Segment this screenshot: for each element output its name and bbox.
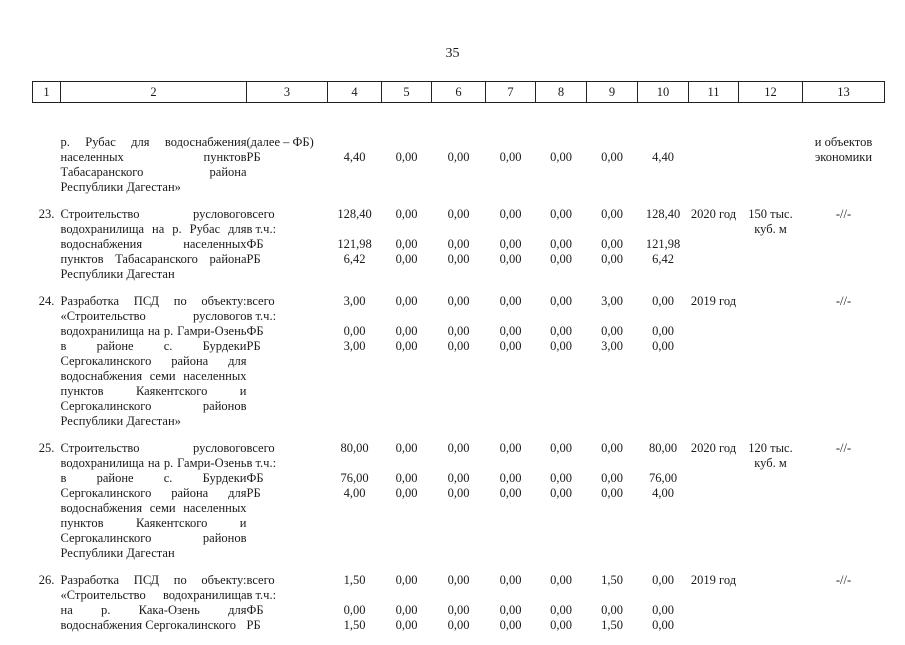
funding-source [247, 294, 328, 441]
amount-value: 0,00 [587, 252, 638, 267]
amount-value: 0,00 [486, 471, 536, 486]
funding-source-line: всего [247, 294, 328, 309]
amount-col-8 [536, 573, 587, 645]
project-name: Разработка ПСД по объекту: «Строительство водохранилища на р. Кака-Озень для водоснабжения Сергокалинского [61, 573, 247, 645]
amount-col-6 [432, 573, 486, 645]
amount-value [432, 222, 486, 237]
column-header-3: 3 [247, 82, 328, 103]
amount-value: 0,00 [486, 324, 536, 339]
amount-value: 1,50 [587, 573, 638, 588]
amount-col-7 [486, 207, 536, 294]
amount-col-8 [536, 294, 587, 441]
amount-value: 0,00 [638, 573, 689, 588]
amount-value [328, 135, 382, 150]
amount-value: 0,00 [432, 150, 486, 165]
amount-value [536, 456, 587, 471]
amount-value [587, 135, 638, 150]
amount-value [382, 309, 432, 324]
amount-value [536, 222, 587, 237]
amount-value: 0,00 [432, 324, 486, 339]
amount-col-10 [638, 573, 689, 645]
funding-source-line: в т.ч.: [247, 309, 328, 324]
table-row [33, 207, 885, 294]
amount-value: 121,98 [328, 237, 382, 252]
funding-source-line: в т.ч.: [247, 456, 328, 471]
amount-col-6 [432, 294, 486, 441]
column-header-12: 12 [739, 82, 803, 103]
amount-col-10 [638, 441, 689, 573]
funding-source-line: РБ [247, 150, 328, 165]
funding-source-line: всего [247, 573, 328, 588]
column-header-13: 13 [803, 82, 885, 103]
project-name: Строительство руслового водохранилища на р. Гамри-Озень в районе с. Бурдеки Сергокалинского района для водоснабжения семи населенных пунктов Каякентского и Сергокалинского районов Республики Дагестан [61, 441, 247, 573]
amount-value: 0,00 [536, 294, 587, 309]
table-body [33, 103, 885, 645]
amount-value: 0,00 [587, 441, 638, 456]
amount-value [587, 456, 638, 471]
amount-value: 0,00 [382, 324, 432, 339]
column-header-6: 6 [432, 82, 486, 103]
amount-value: 3,00 [328, 339, 382, 354]
amount-value: 6,42 [328, 252, 382, 267]
amount-value: 0,00 [432, 339, 486, 354]
amount-value [536, 309, 587, 324]
amount-value [486, 309, 536, 324]
amount-value: 0,00 [536, 573, 587, 588]
funding-source-line: РБ [247, 618, 328, 633]
funding-source [247, 103, 328, 208]
amount-value [328, 222, 382, 237]
amount-value: 1,50 [587, 618, 638, 633]
amount-col-5 [382, 573, 432, 645]
amount-value: 0,00 [486, 486, 536, 501]
amount-col-4 [328, 573, 382, 645]
row-number: 26. [33, 573, 61, 645]
capacity: 150 тыс. куб. м [739, 207, 803, 294]
amount-col-4 [328, 207, 382, 294]
funding-source-line: (далее – ФБ) [247, 135, 328, 150]
funding-source-line: ФБ [247, 324, 328, 339]
column-header-9: 9 [587, 82, 638, 103]
note: и объектов экономики [803, 103, 885, 208]
funding-source-line: всего [247, 441, 328, 456]
amount-value: 121,98 [638, 237, 689, 252]
row-number: 25. [33, 441, 61, 573]
amount-value: 3,00 [587, 294, 638, 309]
amount-value: 0,00 [536, 339, 587, 354]
amount-value: 0,00 [432, 618, 486, 633]
amount-value: 0,00 [486, 339, 536, 354]
amount-value: 3,00 [587, 339, 638, 354]
completion-year: 2020 год [689, 207, 739, 294]
amount-col-6 [432, 103, 486, 208]
amount-value: 3,00 [328, 294, 382, 309]
capacity [739, 294, 803, 441]
amount-col-10 [638, 294, 689, 441]
amount-value: 0,00 [536, 252, 587, 267]
amount-col-9 [587, 441, 638, 573]
amount-col-4 [328, 103, 382, 208]
amount-value: 0,00 [486, 603, 536, 618]
amount-value: 0,00 [432, 471, 486, 486]
amount-value [638, 222, 689, 237]
amount-value: 0,00 [486, 252, 536, 267]
row-number: 23. [33, 207, 61, 294]
funding-source [247, 207, 328, 294]
project-name: Разработка ПСД по объекту: «Строительство руслового водохранилища на р. Гамри-Озень в районе с. Бурдеки Сергокалинского района для водоснабжения семи населенных пунктов Каякентского и Сергокалинского районов Республики Дагестан» [61, 294, 247, 441]
amount-value: 0,00 [536, 441, 587, 456]
amount-value: 0,00 [382, 573, 432, 588]
program-table [32, 81, 885, 645]
amount-col-8 [536, 207, 587, 294]
amount-value: 1,50 [328, 618, 382, 633]
amount-value: 0,00 [638, 294, 689, 309]
amount-value: 0,00 [486, 573, 536, 588]
project-name: Строительство руслового водохранилища на р. Рубас для водоснабжения населенных пунктов Табасаранского района Республики Дагестан [61, 207, 247, 294]
amount-value: 4,40 [328, 150, 382, 165]
amount-value: 0,00 [382, 486, 432, 501]
amount-value: 128,40 [638, 207, 689, 222]
capacity [739, 573, 803, 645]
completion-year: 2019 год [689, 294, 739, 441]
amount-value: 0,00 [486, 237, 536, 252]
amount-value [382, 135, 432, 150]
amount-value: 0,00 [328, 324, 382, 339]
amount-value: 76,00 [638, 471, 689, 486]
amount-value: 0,00 [432, 237, 486, 252]
amount-col-9 [587, 573, 638, 645]
amount-value: 0,00 [587, 150, 638, 165]
amount-value: 76,00 [328, 471, 382, 486]
amount-value: 0,00 [536, 150, 587, 165]
funding-source-line: РБ [247, 486, 328, 501]
amount-value: 0,00 [382, 252, 432, 267]
amount-value [536, 135, 587, 150]
amount-value [432, 588, 486, 603]
table-row [33, 573, 885, 645]
funding-source-line: ФБ [247, 237, 328, 252]
table-row [33, 103, 885, 208]
page-number: 35 [0, 46, 905, 62]
amount-col-10 [638, 103, 689, 208]
amount-col-7 [486, 441, 536, 573]
amount-value: 0,00 [587, 603, 638, 618]
amount-value [638, 588, 689, 603]
amount-value: 0,00 [536, 471, 587, 486]
amount-value: 0,00 [432, 603, 486, 618]
amount-value: 0,00 [432, 573, 486, 588]
amount-value: 0,00 [382, 207, 432, 222]
column-header-row [33, 82, 885, 103]
amount-col-9 [587, 207, 638, 294]
amount-value [638, 456, 689, 471]
completion-year: 2019 год [689, 573, 739, 645]
completion-year [689, 103, 739, 208]
amount-value [328, 588, 382, 603]
note: -//- [803, 294, 885, 441]
capacity [739, 103, 803, 208]
funding-source-line: РБ [247, 339, 328, 354]
funding-source-line: РБ [247, 252, 328, 267]
amount-col-5 [382, 207, 432, 294]
amount-value: 4,00 [328, 486, 382, 501]
amount-value [638, 309, 689, 324]
amount-col-5 [382, 294, 432, 441]
amount-col-8 [536, 103, 587, 208]
amount-value: 0,00 [382, 339, 432, 354]
amount-value: 0,00 [432, 441, 486, 456]
amount-col-6 [432, 207, 486, 294]
amount-value [587, 309, 638, 324]
amount-value [486, 456, 536, 471]
amount-col-7 [486, 103, 536, 208]
amount-value [486, 588, 536, 603]
amount-value: 0,00 [638, 324, 689, 339]
funding-source-line: в т.ч.: [247, 222, 328, 237]
amount-value: 0,00 [382, 603, 432, 618]
amount-value [432, 309, 486, 324]
amount-value: 0,00 [536, 207, 587, 222]
column-header-7: 7 [486, 82, 536, 103]
amount-value: 0,00 [587, 237, 638, 252]
amount-value: 0,00 [486, 441, 536, 456]
amount-col-8 [536, 441, 587, 573]
amount-col-7 [486, 294, 536, 441]
project-name: р. Рубас для водоснабжения населенных пунктов Табасаранского района Республики Дагестан» [61, 103, 247, 208]
amount-value [432, 135, 486, 150]
amount-col-9 [587, 103, 638, 208]
amount-value: 0,00 [587, 207, 638, 222]
amount-value: 0,00 [638, 339, 689, 354]
column-header-1: 1 [33, 82, 61, 103]
amount-value: 0,00 [638, 603, 689, 618]
amount-value: 0,00 [432, 486, 486, 501]
amount-value: 80,00 [328, 441, 382, 456]
amount-value: 0,00 [587, 471, 638, 486]
amount-value: 0,00 [486, 150, 536, 165]
amount-value: 0,00 [432, 294, 486, 309]
funding-source-line: ФБ [247, 471, 328, 486]
column-header-2: 2 [61, 82, 247, 103]
amount-value: 0,00 [587, 324, 638, 339]
funding-source [247, 573, 328, 645]
amount-value [486, 222, 536, 237]
column-header-5: 5 [382, 82, 432, 103]
amount-value: 4,00 [638, 486, 689, 501]
funding-source-line: всего [247, 207, 328, 222]
completion-year: 2020 год [689, 441, 739, 573]
amount-value: 0,00 [587, 486, 638, 501]
amount-col-7 [486, 573, 536, 645]
table-row [33, 294, 885, 441]
amount-value: 0,00 [432, 207, 486, 222]
amount-value: 0,00 [536, 603, 587, 618]
amount-value: 6,42 [638, 252, 689, 267]
amount-value [382, 588, 432, 603]
amount-value [638, 135, 689, 150]
column-header-8: 8 [536, 82, 587, 103]
note: -//- [803, 207, 885, 294]
amount-value: 0,00 [638, 618, 689, 633]
amount-value: 0,00 [382, 237, 432, 252]
column-header-4: 4 [328, 82, 382, 103]
amount-col-4 [328, 441, 382, 573]
amount-value [587, 588, 638, 603]
amount-value: 4,40 [638, 150, 689, 165]
row-number [33, 103, 61, 208]
capacity: 120 тыс. куб. м [739, 441, 803, 573]
amount-value: 0,00 [382, 294, 432, 309]
amount-col-10 [638, 207, 689, 294]
amount-value: 0,00 [486, 207, 536, 222]
amount-col-6 [432, 441, 486, 573]
note: -//- [803, 441, 885, 573]
amount-value: 0,00 [536, 618, 587, 633]
amount-value: 0,00 [382, 618, 432, 633]
table-row [33, 441, 885, 573]
amount-value: 0,00 [382, 471, 432, 486]
amount-value: 0,00 [328, 603, 382, 618]
amount-value [587, 222, 638, 237]
amount-value: 0,00 [486, 294, 536, 309]
amount-value [536, 588, 587, 603]
funding-source-line: в т.ч.: [247, 588, 328, 603]
amount-value: 0,00 [536, 486, 587, 501]
amount-value: 0,00 [432, 252, 486, 267]
amount-value [382, 222, 432, 237]
amount-value: 0,00 [486, 618, 536, 633]
amount-value [432, 456, 486, 471]
amount-col-5 [382, 103, 432, 208]
funding-source-line: ФБ [247, 603, 328, 618]
amount-value: 1,50 [328, 573, 382, 588]
amount-value [382, 456, 432, 471]
amount-value [486, 135, 536, 150]
amount-value [328, 456, 382, 471]
amount-value: 0,00 [536, 324, 587, 339]
amount-value: 128,40 [328, 207, 382, 222]
funding-source [247, 441, 328, 573]
amount-col-9 [587, 294, 638, 441]
column-header-11: 11 [689, 82, 739, 103]
amount-value [328, 309, 382, 324]
amount-col-4 [328, 294, 382, 441]
amount-value: 0,00 [382, 441, 432, 456]
amount-value: 0,00 [536, 237, 587, 252]
row-number: 24. [33, 294, 61, 441]
amount-value: 80,00 [638, 441, 689, 456]
column-header-10: 10 [638, 82, 689, 103]
amount-col-5 [382, 441, 432, 573]
note: -//- [803, 573, 885, 645]
amount-value: 0,00 [382, 150, 432, 165]
